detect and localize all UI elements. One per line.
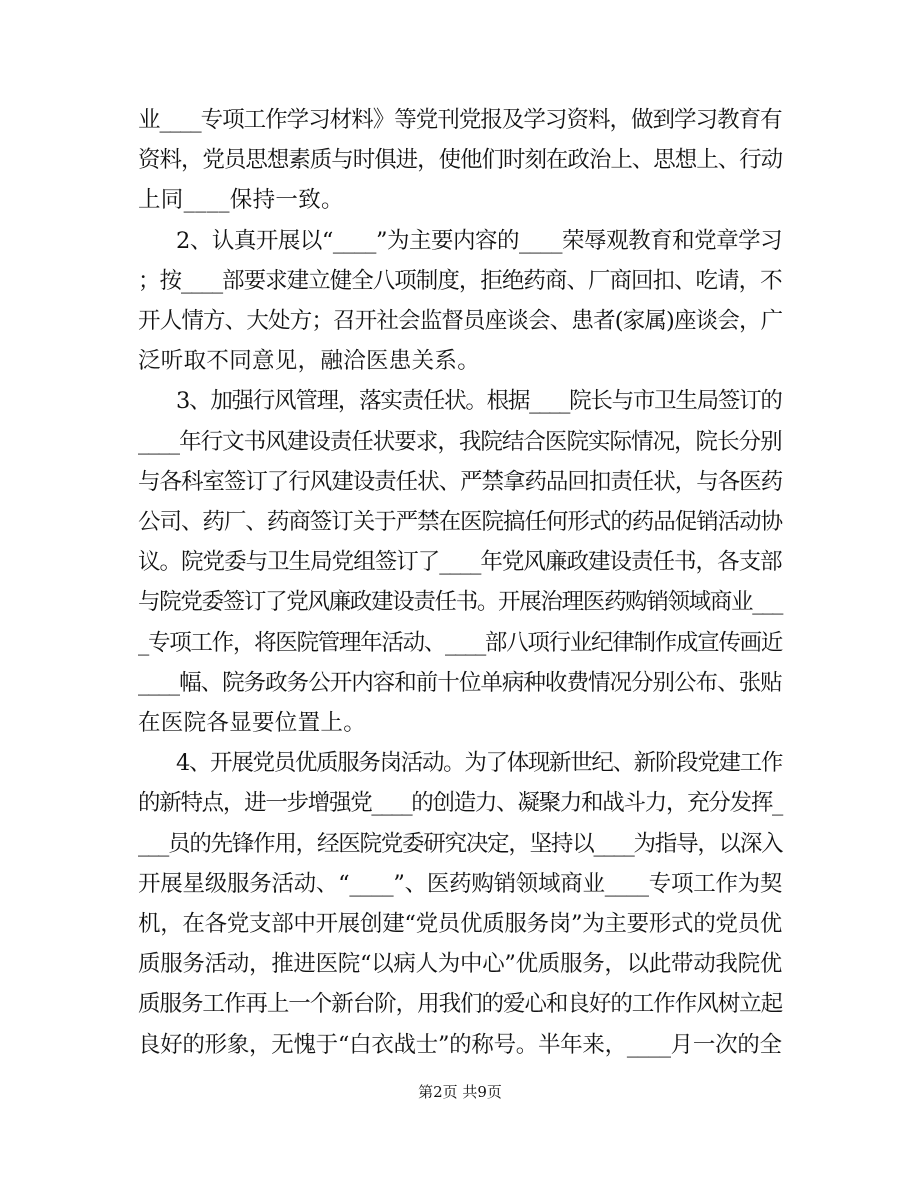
text-line: _专项工作，将医院管理年活动、____部八项行业纪律制作成宣传画近 — [138, 630, 783, 656]
text-line: ____年行文书风建设责任状要求，我院结合医院实际情况，院长分别 — [138, 429, 782, 455]
text-line: 机，在各党支部中开展创建“党员优质服务岗”为主要形式的党员优 — [138, 911, 783, 937]
text-line-paragraph-start: 2、认真开展以“____”为主要内容的____荣辱观教育和党章学习 — [176, 228, 783, 254]
text-line: 开展星级服务活动、“____”、医药购销领域商业____专项工作为契 — [138, 871, 783, 897]
page-number-footer: 第2页 共9页 — [418, 1083, 502, 1101]
text-line: 资料，党员思想素质与时俱进，使他们时刻在政治上、思想上、行动 — [138, 147, 783, 173]
text-line: 业____专项工作学习材料》等党刊党报及学习资料，做到学习教育有 — [138, 107, 782, 133]
text-line: 开人情方、大处方；召开社会监督员座谈会、患者(家属)座谈会，广 — [138, 308, 783, 334]
text-line: ；按____部要求建立健全八项制度，拒绝药商、厂商回扣、吃请，不 — [138, 268, 782, 294]
text-line: 与各科室签订了行风建设责任状、严禁拿药品回扣责任状，与各医药 — [138, 469, 783, 495]
text-line: 在医院各显要位置上。 — [138, 710, 367, 736]
text-line: 泛听取不同意见，融洽医患关系。 — [138, 348, 481, 374]
text-line-paragraph-start: 3、加强行风管理，落实责任状。根据____院长与市卫生局签订的 — [176, 388, 782, 414]
text-line: ____幅、院务政务公开内容和前十位单病种收费情况分别公布、张贴 — [138, 670, 782, 696]
text-line: 的新特点，进一步增强党____的创造力、凝聚力和战斗力，充分发挥_ — [138, 790, 783, 816]
text-line: 质服务活动，推进医院“以病人为中心”优质服务，以此带动我院优 — [138, 951, 783, 977]
text-line: 议。院党委与卫生局党组签订了____年党风廉政建设责任书，各支部 — [138, 549, 782, 575]
text-line-paragraph-start: 4、开展党员优质服务岗活动。为了体现新世纪、新阶段党建工作 — [176, 750, 783, 776]
text-line: 公司、药厂、药商签订关于严禁在医院搞任何形式的药品促销活动协 — [138, 509, 783, 535]
text-line: 上同____保持一致。 — [138, 187, 344, 213]
text-line: 质服务工作再上一个新台阶，用我们的爱心和良好的工作作风树立起 — [138, 991, 783, 1017]
text-line: 与院党委签订了党风廉政建设责任书。开展治理医药购销领域商业___ — [138, 589, 783, 615]
text-line: 良好的形象，无愧于“白衣战士”的称号。半年来，____月一次的全 — [138, 1032, 782, 1058]
text-line: ___员的先锋作用，经医院党委研究决定，坚持以____为指导，以深入 — [138, 831, 783, 857]
